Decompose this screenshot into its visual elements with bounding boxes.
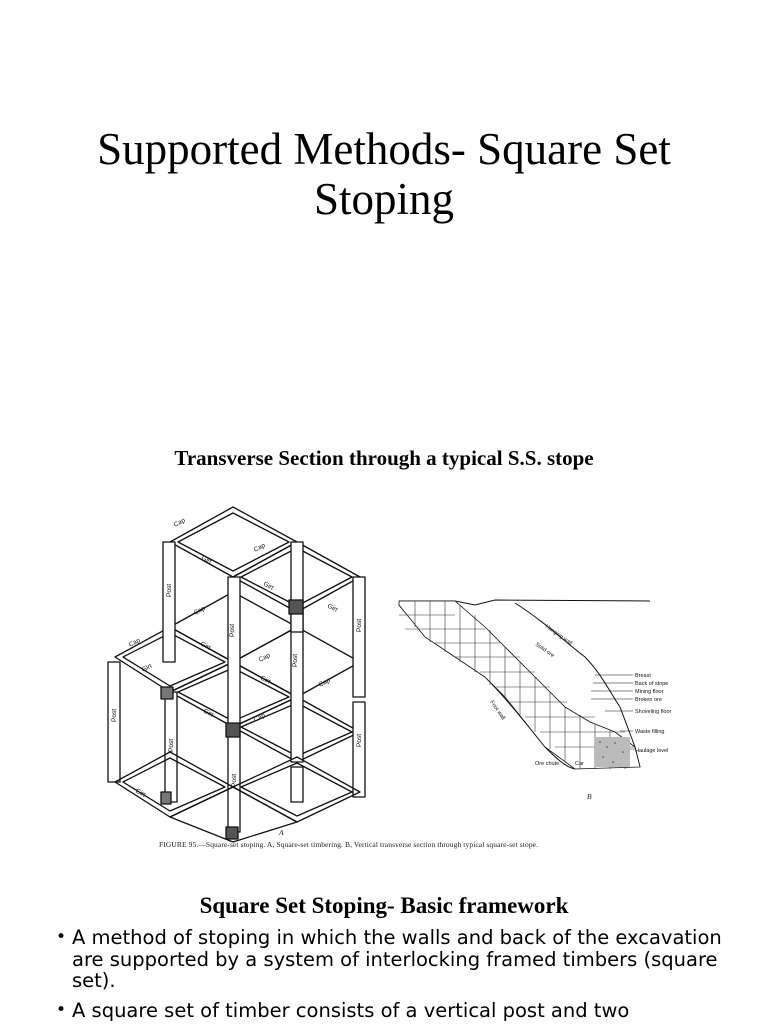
figure-heading: Transverse Section through a typical S.S. stope [174,446,594,470]
girt-label-7: Girt [202,707,215,719]
haulage-level-label: Haulage level [635,748,669,754]
cap-label-5: Cap [257,651,272,664]
cap-label-2: Cap [252,541,267,554]
bullet-list [56,927,726,1029]
foot-wall-label: Foot wall [488,699,506,722]
post-label-8: Post [356,733,363,747]
post-label-2: Post [229,623,236,637]
transverse-section-drawing [395,597,695,817]
bullet-text: A square set of timber consists of a vertical post and two [72,998,630,1022]
figure-caption-text: FIGURE 95.—Square-set stoping. A, Square-set timbering. B, Vertical transverse section through typical square-set stope. [159,840,539,849]
cap-label-1: Cap [172,516,187,529]
girt-label-1: Girt [200,554,213,566]
slide-title: Supported Methods- Square Set Stoping [97,124,671,224]
post-label-3: Post [356,618,363,632]
girt-label-3: Girt [326,602,339,614]
bullet-item [56,1000,726,1022]
car-label: Car [575,761,584,767]
girt-label-6: Girt [140,662,154,674]
post-label-4: Post [292,653,299,667]
back-of-stope-label: Back of stope [635,681,669,687]
shoveling-floor-label: Shoveling floor [635,709,672,715]
hanging-wall-label: Hanging wall [543,623,574,647]
breast-label: Breast [635,673,651,679]
figure-a-letter: A [279,828,284,837]
bullet-dot-icon: • [56,927,67,947]
figure-b-letter: B [587,792,592,801]
solid-ore-label: Solid ore [533,641,556,660]
post-label-1: Post [166,583,173,597]
square-set-figure [95,497,695,857]
girt-label-8: Girt [134,787,147,799]
ore-chute-label: Ore chute [535,761,560,767]
bullet-text: A method of stoping in which the walls and back of the excavation are supported by a system of interlocking framed timbers (square set). [72,926,722,992]
post-label-5: Post [111,708,118,722]
cap-label-4: Cap [127,636,142,649]
square-set-timbering-drawing [95,497,415,842]
figure-caption [159,837,759,853]
bullet-dot-icon: • [56,999,67,1020]
bullet-item [56,927,726,992]
broken-ore-label: Broken ore [635,697,662,703]
girt-label-2: Girt [262,580,275,592]
cap-label-3: Cap [192,604,207,617]
waste-filling-label: Waste filling [635,729,665,735]
mining-floor-label: Mining floor [635,689,664,695]
post-label-6: Post [168,738,175,752]
cap-label-7: Cap [252,711,267,724]
post-label-7: Post [231,773,238,787]
girt-label-4: Girt [199,640,212,652]
cap-label-6: Cap [317,676,332,689]
section-heading: Square Set Stoping- Basic framework [199,893,569,918]
girt-label-5: Girt [259,674,272,686]
